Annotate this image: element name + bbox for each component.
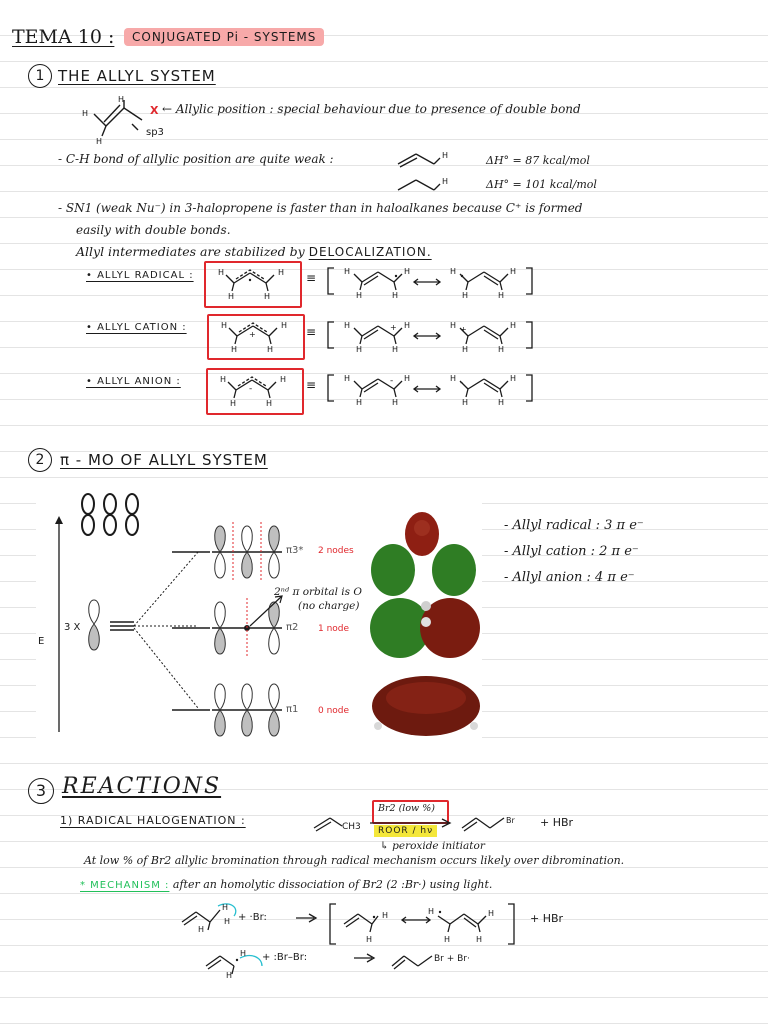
- svg-text:+: +: [460, 325, 467, 334]
- svg-text:H: H: [450, 321, 457, 330]
- svg-text:H: H: [240, 949, 247, 958]
- svg-text:H: H: [510, 267, 517, 276]
- pi1-nodes: 0 node: [318, 706, 350, 716]
- sp3-label: sp3: [146, 127, 164, 138]
- svg-text:H: H: [356, 398, 363, 407]
- svg-text:-: -: [460, 378, 464, 388]
- deloc-word: DELOCALIZATION.: [308, 245, 432, 259]
- section-title-allyl: THE ALLYL SYSTEM: [58, 67, 216, 85]
- section-number-1: 1: [28, 64, 52, 88]
- deloc-prefix: Allyl intermediates are stabilized by: [76, 244, 305, 259]
- pi2-3d-render: [370, 592, 480, 662]
- propene-reactant: [312, 814, 344, 832]
- pi1-label: π1: [286, 704, 299, 715]
- pi3-orbital-lobes: [210, 522, 286, 582]
- svg-text:H: H: [450, 267, 457, 276]
- sn1-line-1: - SN1 (weak Nu⁻) in 3-halopropene is faster than in haloalkanes because C⁺ is formed: [58, 201, 583, 215]
- svg-text:+: +: [249, 330, 256, 339]
- section-number-2: 2: [28, 448, 52, 472]
- svg-text:H: H: [366, 935, 373, 944]
- svg-text:+: +: [390, 323, 397, 332]
- svg-text:H: H: [462, 345, 469, 354]
- svg-text:H: H: [356, 291, 363, 300]
- mechanism-step2-product: [390, 948, 436, 970]
- section-number-3: 3: [28, 778, 54, 804]
- mechanism-step1-arrow: [296, 914, 318, 922]
- tema-title: TEMA 10 :: [12, 26, 115, 48]
- svg-text:H: H: [392, 291, 399, 300]
- svg-text:H: H: [356, 345, 363, 354]
- peroxide-note: ↳ peroxide initiator: [380, 840, 485, 852]
- mo-diagram-figure: [36, 484, 482, 746]
- bromination-explanation: At low % of Br2 allylic bromination through radical mechanism occurs likely over dibromination.: [84, 854, 625, 867]
- svg-text:H: H: [498, 291, 505, 300]
- svg-text:H: H: [218, 268, 225, 277]
- svg-text:H: H: [428, 907, 435, 916]
- svg-text:H: H: [462, 398, 469, 407]
- pi3-3d-render: [368, 508, 478, 598]
- svg-text:H: H: [344, 267, 351, 276]
- mechanism-step1-reactant: [180, 900, 240, 936]
- cation-resonance-forms: [304, 316, 544, 356]
- svg-text:H: H: [510, 321, 517, 330]
- pi3-nodes: 2 nodes: [318, 546, 354, 556]
- section-title-reactions: REACTIONS: [62, 774, 222, 799]
- svg-text:-: -: [390, 376, 394, 386]
- br2-condition: Br2 (low %): [378, 803, 435, 814]
- allyl-bromide-product: [460, 814, 510, 832]
- pi2-label: π2: [286, 622, 299, 633]
- svg-text:H: H: [231, 345, 238, 354]
- pi2-note-line1: 2ⁿᵈ π orbital is O: [274, 586, 362, 598]
- ch3-label: CH3: [342, 822, 361, 832]
- svg-text:H: H: [498, 345, 505, 354]
- energy-axis-label: E: [38, 636, 45, 647]
- correlation-lines: [132, 546, 202, 716]
- svg-text:H: H: [221, 321, 228, 330]
- svg-text:H: H: [444, 935, 451, 944]
- pi2-level: [172, 626, 212, 630]
- svg-text:H: H: [96, 137, 103, 146]
- energy-axis: [54, 514, 64, 734]
- propane-structure: [396, 176, 456, 196]
- pi3-level: [172, 550, 212, 554]
- svg-text:H: H: [510, 374, 517, 383]
- svg-text:H: H: [498, 398, 505, 407]
- svg-text:H: H: [278, 268, 285, 277]
- mechanism-br2: + :Br–Br:: [262, 952, 308, 963]
- radical-resonance-forms: [304, 262, 544, 302]
- left-arrow-icon: ←: [162, 102, 173, 116]
- mechanism-step2-arrow: [354, 954, 376, 962]
- pi3-label: π3*: [286, 545, 304, 556]
- electron-count-anion: - Allyl anion : 4 π e⁻: [504, 570, 635, 585]
- allyl-cation-label: • ALLYL CATION :: [86, 322, 187, 333]
- allylic-position-note: [162, 102, 581, 116]
- mechanism-line: [80, 878, 492, 891]
- topic-tag: CONJUGATED Pi - SYSTEMS: [124, 28, 324, 46]
- product-br: Br: [506, 816, 515, 825]
- svg-text:H: H: [118, 95, 125, 104]
- svg-text:H: H: [267, 345, 274, 354]
- svg-text:H: H: [224, 917, 231, 926]
- svg-text:H: H: [228, 292, 235, 301]
- svg-text:H: H: [230, 399, 237, 408]
- svg-text:H: H: [198, 925, 205, 934]
- mechanism-step2-reactant: [204, 944, 264, 980]
- propene-structure: [396, 150, 456, 170]
- svg-text:≡: ≡: [306, 271, 317, 285]
- orbital-multiplier: 3 X: [64, 622, 81, 633]
- electron-count-radical: - Allyl radical : 3 π e⁻: [504, 518, 644, 533]
- allyl-radical-label: • ALLYL RADICAL :: [86, 270, 194, 281]
- ch-bond-text: - C-H bond of allylic position are quite weak :: [58, 152, 334, 166]
- roor-condition: ROOR / hν: [374, 825, 437, 837]
- mechanism-text: after an homolytic dissociation of Br2 (2 :Br·) using light.: [172, 878, 493, 891]
- allylic-note-text: Allylic position : special behaviour due to presence of double bond: [175, 102, 581, 116]
- single-p-orbital: [86, 598, 102, 652]
- electron-count-cation: - Allyl cation : 2 π e⁻: [504, 544, 639, 559]
- bond-energy-allylic: ΔH° = 87 kcal/mol: [486, 154, 590, 167]
- svg-text:H: H: [344, 321, 351, 330]
- anion-hybrid-structure: [214, 372, 294, 408]
- svg-text:H: H: [220, 375, 227, 384]
- svg-text:H: H: [264, 292, 271, 301]
- mechanism-label: * MECHANISM :: [80, 880, 170, 891]
- mechanism-step2-products: Br + Br·: [434, 954, 470, 964]
- svg-text:H: H: [222, 903, 229, 912]
- svg-text:H: H: [450, 374, 457, 383]
- svg-text:H: H: [281, 321, 288, 330]
- pi1-level: [172, 708, 212, 712]
- anion-resonance-forms: [304, 369, 544, 409]
- allyl-x-structure: [72, 92, 192, 152]
- sn1-line-2: easily with double bonds.: [76, 223, 231, 237]
- svg-text:H: H: [404, 267, 411, 276]
- mechanism-br-radical: + ·Br:: [238, 912, 267, 923]
- svg-text:H: H: [392, 345, 399, 354]
- product-hbr: + HBr: [540, 816, 574, 829]
- delocalization-line: [76, 244, 432, 259]
- radical-halogenation-title: 1) RADICAL HALOGENATION :: [60, 814, 246, 827]
- bond-energy-alkane: ΔH° = 101 kcal/mol: [486, 178, 597, 191]
- pi1-3d-render: [370, 670, 480, 740]
- svg-text:H: H: [266, 399, 273, 408]
- pi2-note-line2: (no charge): [298, 600, 360, 612]
- svg-text:H: H: [226, 971, 233, 980]
- section-title-mo: π - MO OF ALLYL SYSTEM: [60, 451, 268, 469]
- pi2-nodes: 1 node: [318, 624, 350, 634]
- p-orbitals-sketch: [78, 492, 148, 538]
- svg-text:H: H: [82, 109, 89, 118]
- svg-text:H: H: [404, 374, 411, 383]
- svg-text:H: H: [442, 151, 449, 160]
- svg-text:H: H: [462, 291, 469, 300]
- svg-text:H: H: [280, 375, 287, 384]
- cation-hybrid-structure: [215, 318, 295, 354]
- svg-text:H: H: [392, 398, 399, 407]
- svg-text:≡: ≡: [306, 325, 317, 339]
- svg-text:-: -: [249, 384, 253, 394]
- svg-text:H: H: [382, 911, 389, 920]
- svg-text:H: H: [476, 935, 483, 944]
- mechanism-hbr: + HBr: [530, 912, 564, 925]
- svg-text:H: H: [488, 909, 495, 918]
- pi1-orbital-lobes: [210, 680, 286, 740]
- radical-hybrid-structure: [212, 265, 292, 301]
- x-substituent: X: [150, 104, 159, 117]
- mechanism-step1-resonance: [326, 900, 526, 950]
- svg-text:≡: ≡: [306, 378, 317, 392]
- allyl-anion-label: • ALLYL ANION :: [86, 376, 181, 387]
- svg-text:H: H: [404, 321, 411, 330]
- svg-text:H: H: [344, 374, 351, 383]
- svg-text:H: H: [442, 177, 449, 186]
